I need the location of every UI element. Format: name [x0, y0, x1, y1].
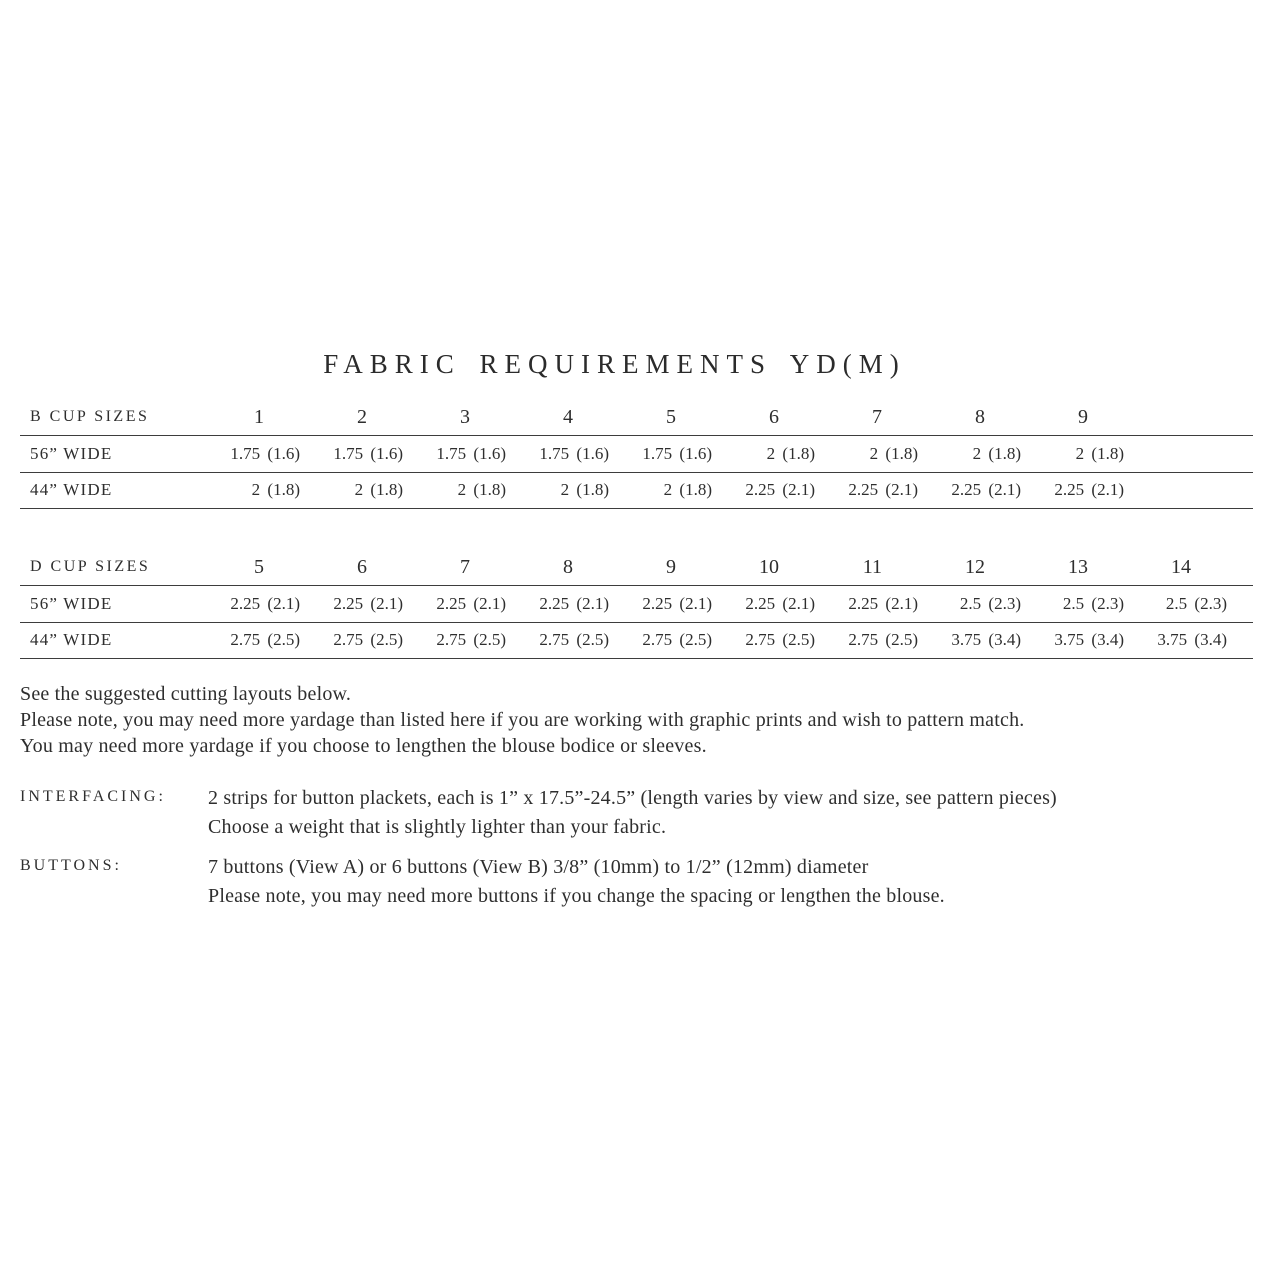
yardage-cell: 2.25 (2.1): [333, 593, 403, 613]
cutting-layout-notes: [20, 681, 1253, 759]
interfacing-line: 2 strips for button plackets, each is 1” x 17.5”-24.5” (length varies by view and size, see pattern pieces): [208, 787, 1057, 809]
yardage-cell: 2 (1.8): [560, 480, 609, 500]
size-header: 5: [666, 406, 676, 428]
yardage-cell: 3.75 (3.4): [951, 630, 1021, 650]
yardage-cell: 2.5 (2.3): [959, 593, 1021, 613]
page-title: FABRIC REQUIREMENTS YD(M): [323, 349, 906, 379]
yardage-cell: 1.75 (1.6): [436, 443, 506, 463]
note-line: You may need more yardage if you choose to lengthen the blouse bodice or sleeves.: [20, 735, 707, 757]
buttons-label: BUTTONS:: [20, 857, 122, 874]
size-header: 8: [563, 556, 573, 578]
yardage-cell: 2.25 (2.1): [745, 593, 815, 613]
yardage-cell: 3.75 (3.4): [1054, 630, 1124, 650]
yardage-cell: 2.25 (2.1): [642, 593, 712, 613]
buttons-section: [20, 853, 1253, 911]
fabric-width-label: 56” WIDE: [30, 593, 113, 613]
note-line: See the suggested cutting layouts below.: [20, 683, 352, 705]
yardage-cell: 2.25 (2.1): [848, 593, 918, 613]
yardage-cell: 2.75 (2.5): [436, 630, 506, 650]
yardage-cell: 2.25 (2.1): [436, 593, 506, 613]
yardage-cell: 2.5 (2.3): [1062, 593, 1124, 613]
b-cup-header-row: [20, 396, 1253, 436]
size-header: 11: [862, 556, 882, 578]
yardage-cell: 1.75 (1.6): [230, 443, 300, 463]
yardage-cell: 2.75 (2.5): [642, 630, 712, 650]
yardage-cell: 2.75 (2.5): [230, 630, 300, 650]
size-header: 6: [357, 556, 367, 578]
size-header: 3: [460, 406, 470, 428]
interfacing-section: [20, 784, 1253, 842]
d-cup-header-row: [20, 546, 1253, 586]
d-cup-44-wide-row: [20, 622, 1253, 659]
size-header: 9: [666, 556, 676, 578]
yardage-cell: 2.25 (2.1): [951, 480, 1021, 500]
size-header: 7: [872, 406, 882, 428]
b-cup-44-wide-row: [20, 472, 1253, 509]
yardage-cell: 2.5 (2.3): [1165, 593, 1227, 613]
buttons-text: [208, 853, 1253, 911]
size-header: 6: [769, 406, 779, 428]
size-header: 12: [965, 556, 985, 578]
size-header: 8: [975, 406, 985, 428]
yardage-cell: 2.25 (2.1): [230, 593, 300, 613]
content-block: [20, 350, 1253, 911]
buttons-line: Please note, you may need more buttons if you change the spacing or lengthen the blouse.: [208, 885, 945, 907]
empty-cell: [1150, 472, 1253, 509]
size-header: 10: [759, 556, 779, 578]
yardage-cell: 2.25 (2.1): [848, 480, 918, 500]
interfacing-label: INTERFACING:: [20, 788, 166, 805]
size-header: 5: [254, 556, 264, 578]
size-header: 13: [1068, 556, 1088, 578]
fabric-width-label: 44” WIDE: [30, 480, 113, 500]
fabric-width-label: 44” WIDE: [30, 630, 113, 650]
yardage-cell: 2 (1.8): [869, 443, 918, 463]
yardage-cell: 2 (1.8): [1075, 443, 1124, 463]
yardage-cell: 2 (1.8): [457, 480, 506, 500]
yardage-cell: 2.75 (2.5): [848, 630, 918, 650]
yardage-cell: 2.75 (2.5): [539, 630, 609, 650]
yardage-cell: 2 (1.8): [766, 443, 815, 463]
yardage-cell: 2 (1.8): [251, 480, 300, 500]
yardage-cell: 2 (1.8): [972, 443, 1021, 463]
yardage-cell: 2.25 (2.1): [1054, 480, 1124, 500]
size-header: 14: [1171, 556, 1191, 578]
yardage-cell: 1.75 (1.6): [642, 443, 712, 463]
buttons-line: 7 buttons (View A) or 6 buttons (View B) 3/8” (10mm) to 1/2” (12mm) diameter: [208, 856, 869, 878]
yardage-cell: 2.75 (2.5): [333, 630, 403, 650]
yardage-cell: 1.75 (1.6): [539, 443, 609, 463]
b-cup-sizes-label: B CUP SIZES: [30, 408, 150, 425]
interfacing-line: Choose a weight that is slightly lighter than your fabric.: [208, 816, 667, 838]
fabric-width-label: 56” WIDE: [30, 443, 113, 463]
note-line: Please note, you may need more yardage than listed here if you are working with graphic prints and wish to pattern match.: [20, 709, 1025, 731]
b-cup-56-wide-row: [20, 436, 1253, 473]
yardage-cell: 1.75 (1.6): [333, 443, 403, 463]
yardage-cell: 2.25 (2.1): [539, 593, 609, 613]
b-cup-table: [20, 396, 1253, 509]
size-header: 7: [460, 556, 470, 578]
size-header: 4: [563, 406, 573, 428]
d-cup-sizes-label: D CUP SIZES: [30, 558, 151, 575]
yardage-cell: 2 (1.8): [663, 480, 712, 500]
d-cup-56-wide-row: [20, 586, 1253, 623]
size-header: 1: [254, 406, 264, 428]
yardage-cell: 2.75 (2.5): [745, 630, 815, 650]
empty-cell: [1150, 436, 1253, 473]
interfacing-text: [208, 784, 1253, 842]
yardage-cell: 2.25 (2.1): [745, 480, 815, 500]
size-header: 2: [357, 406, 367, 428]
yardage-cell: 2 (1.8): [354, 480, 403, 500]
d-cup-table: [20, 546, 1253, 659]
yardage-cell: 3.75 (3.4): [1157, 630, 1227, 650]
empty-header-cell: [1150, 396, 1253, 436]
size-header: 9: [1078, 406, 1088, 428]
